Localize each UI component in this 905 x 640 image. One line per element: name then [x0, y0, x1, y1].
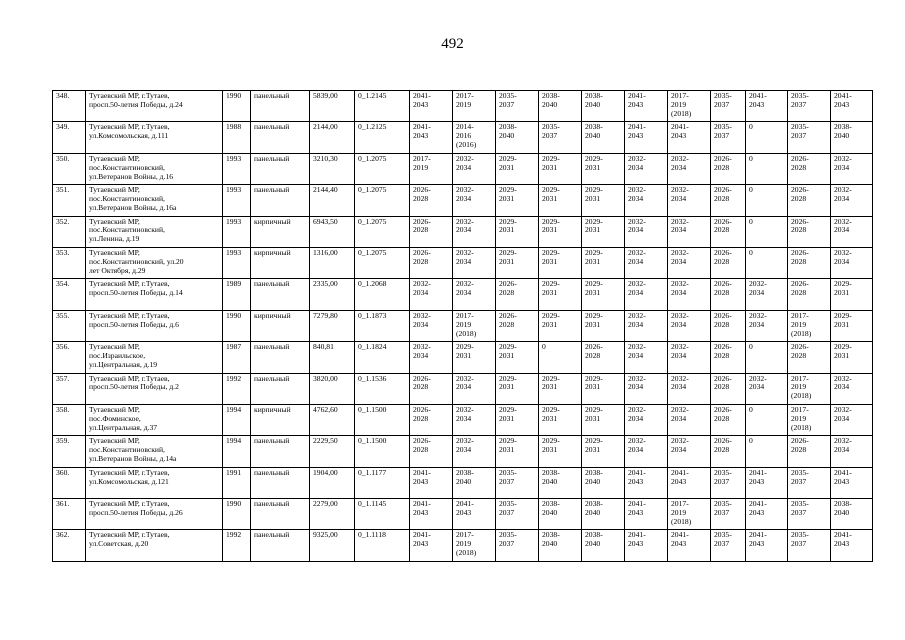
period-5-cell: 2038- 2040 [582, 530, 625, 561]
period-11-cell: 2038- 2040 [831, 499, 873, 530]
period-9-cell: 2041- 2043 [746, 91, 788, 122]
wall-material-cell: кирпичный [251, 247, 310, 278]
period-8-cell: 2026- 2028 [711, 436, 746, 467]
address-cell: Тутаевский МР, пос.Константиновский, ул.Ветеранов Войны, д.14а [86, 436, 223, 467]
period-1-cell: 2041- 2043 [410, 530, 453, 561]
period-2-cell: 2032- 2034 [453, 153, 496, 184]
area-cell: 9325,00 [310, 530, 355, 561]
wall-material-cell: панельный [251, 122, 310, 153]
period-3-cell: 2029- 2031 [496, 185, 539, 216]
table-row [53, 404, 873, 435]
address-cell: Тутаевский МР, г.Тутаев, просп.50-летия Победы, д.14 [86, 279, 223, 310]
period-9-cell: 0 [746, 247, 788, 278]
wall-material-cell: панельный [251, 91, 310, 122]
period-3-cell: 2029- 2031 [496, 247, 539, 278]
period-1-cell: 2041- 2043 [410, 91, 453, 122]
period-11-cell: 2032- 2034 [831, 153, 873, 184]
period-7-cell: 2032- 2034 [668, 310, 711, 341]
period-7-cell: 2032- 2034 [668, 279, 711, 310]
period-11-cell: 2032- 2034 [831, 247, 873, 278]
period-9-cell: 2032- 2034 [746, 310, 788, 341]
period-4-cell: 2035- 2037 [539, 122, 582, 153]
wall-material-cell: панельный [251, 279, 310, 310]
period-8-cell: 2035- 2037 [711, 499, 746, 530]
period-5-cell: 2029- 2031 [582, 436, 625, 467]
address-cell: Тутаевский МР, пос.Константиновский, ул.Ветеранов Войны, д.16 [86, 153, 223, 184]
period-11-cell: 2032- 2034 [831, 404, 873, 435]
period-1-cell: 2026- 2028 [410, 216, 453, 247]
period-8-cell: 2035- 2037 [711, 91, 746, 122]
area-cell: 3210,30 [310, 153, 355, 184]
period-7-cell: 2041- 2043 [668, 122, 711, 153]
row-number-cell: 354. [53, 279, 86, 310]
period-10-cell: 2026- 2028 [788, 279, 831, 310]
period-7-cell: 2032- 2034 [668, 342, 711, 373]
row-number-cell: 350. [53, 153, 86, 184]
period-4-cell: 2029- 2031 [539, 310, 582, 341]
period-2-cell: 2032- 2034 [453, 247, 496, 278]
period-5-cell: 2038- 2040 [582, 499, 625, 530]
period-8-cell: 2035- 2037 [711, 122, 746, 153]
period-2-cell: 2032- 2034 [453, 185, 496, 216]
period-4-cell: 2029- 2031 [539, 185, 582, 216]
period-5-cell: 2029- 2031 [582, 185, 625, 216]
period-4-cell: 2029- 2031 [539, 279, 582, 310]
table-row [53, 185, 873, 216]
period-3-cell: 2035- 2037 [496, 91, 539, 122]
period-1-cell: 2017- 2019 [410, 153, 453, 184]
period-9-cell: 2041- 2043 [746, 499, 788, 530]
row-number-cell: 358. [53, 404, 86, 435]
period-10-cell: 2026- 2028 [788, 216, 831, 247]
cadastral-code-cell: 0_1.1118 [355, 530, 410, 561]
period-6-cell: 2032- 2034 [625, 436, 668, 467]
period-2-cell: 2041- 2043 [453, 499, 496, 530]
period-1-cell: 2026- 2028 [410, 436, 453, 467]
address-cell: Тутаевский МР, пос.Израильское, ул.Центральная, д.19 [86, 342, 223, 373]
period-8-cell: 2026- 2028 [711, 247, 746, 278]
area-cell: 5839,00 [310, 91, 355, 122]
build-year-cell: 1994 [223, 436, 251, 467]
period-9-cell: 0 [746, 122, 788, 153]
wall-material-cell: панельный [251, 467, 310, 498]
period-11-cell: 2029- 2031 [831, 310, 873, 341]
cadastral-code-cell: 0_1.1500 [355, 436, 410, 467]
cadastral-code-cell: 0_1.2075 [355, 247, 410, 278]
table-row [53, 530, 873, 561]
period-2-cell: 2017- 2019 [453, 91, 496, 122]
cadastral-code-cell: 0_1.2145 [355, 91, 410, 122]
address-cell: Тутаевский МР, г.Тутаев, ул.Комсомольская, д.111 [86, 122, 223, 153]
housing-registry-table [52, 90, 873, 562]
row-number-cell: 362. [53, 530, 86, 561]
period-1-cell: 2041- 2043 [410, 467, 453, 498]
period-7-cell: 2041- 2043 [668, 467, 711, 498]
period-10-cell: 2026- 2028 [788, 342, 831, 373]
period-10-cell: 2035- 2037 [788, 530, 831, 561]
address-cell: Тутаевский МР, г.Тутаев, просп.50-летия Победы, д.24 [86, 91, 223, 122]
period-11-cell: 2029- 2031 [831, 279, 873, 310]
period-10-cell: 2035- 2037 [788, 499, 831, 530]
period-10-cell: 2026- 2028 [788, 436, 831, 467]
period-5-cell: 2029- 2031 [582, 404, 625, 435]
period-1-cell: 2041- 2043 [410, 499, 453, 530]
period-2-cell: 2032- 2034 [453, 373, 496, 404]
period-6-cell: 2041- 2043 [625, 122, 668, 153]
period-5-cell: 2029- 2031 [582, 153, 625, 184]
wall-material-cell: кирпичный [251, 216, 310, 247]
cadastral-code-cell: 0_1.2125 [355, 122, 410, 153]
address-cell: Тутаевский МР, пос.Константиновский, ул.Ветеранов Войны, д.16а [86, 185, 223, 216]
period-6-cell: 2041- 2043 [625, 530, 668, 561]
build-year-cell: 1990 [223, 91, 251, 122]
period-5-cell: 2038- 2040 [582, 122, 625, 153]
period-7-cell: 2032- 2034 [668, 373, 711, 404]
period-3-cell: 2026- 2028 [496, 279, 539, 310]
build-year-cell: 1993 [223, 153, 251, 184]
cadastral-code-cell: 0_1.2075 [355, 216, 410, 247]
build-year-cell: 1992 [223, 373, 251, 404]
period-6-cell: 2032- 2034 [625, 216, 668, 247]
table-row [53, 122, 873, 153]
period-8-cell: 2026- 2028 [711, 373, 746, 404]
period-6-cell: 2032- 2034 [625, 373, 668, 404]
period-2-cell: 2032- 2034 [453, 279, 496, 310]
area-cell: 1316,00 [310, 247, 355, 278]
wall-material-cell: панельный [251, 499, 310, 530]
cadastral-code-cell: 0_1.1500 [355, 404, 410, 435]
wall-material-cell: кирпичный [251, 404, 310, 435]
period-2-cell: 2032- 2034 [453, 216, 496, 247]
table-row [53, 467, 873, 498]
build-year-cell: 1990 [223, 310, 251, 341]
period-11-cell: 2032- 2034 [831, 216, 873, 247]
period-6-cell: 2032- 2034 [625, 247, 668, 278]
period-10-cell: 2026- 2028 [788, 153, 831, 184]
address-cell: Тутаевский МР, г.Тутаев, просп.50-летия Победы, д.26 [86, 499, 223, 530]
table-row [53, 216, 873, 247]
table-row [53, 373, 873, 404]
period-2-cell: 2017- 2019 (2018) [453, 530, 496, 561]
period-9-cell: 0 [746, 216, 788, 247]
period-8-cell: 2026- 2028 [711, 185, 746, 216]
period-9-cell: 2032- 2034 [746, 279, 788, 310]
row-number-cell: 353. [53, 247, 86, 278]
period-8-cell: 2026- 2028 [711, 216, 746, 247]
period-10-cell: 2026- 2028 [788, 185, 831, 216]
period-6-cell: 2032- 2034 [625, 185, 668, 216]
address-cell: Тутаевский МР, пос.Фоминское, ул.Центральная, д.37 [86, 404, 223, 435]
table-row [53, 279, 873, 310]
cadastral-code-cell: 0_1.1145 [355, 499, 410, 530]
period-5-cell: 2029- 2031 [582, 216, 625, 247]
area-cell: 2335,00 [310, 279, 355, 310]
cadastral-code-cell: 0_1.2068 [355, 279, 410, 310]
table-body [53, 91, 873, 562]
row-number-cell: 359. [53, 436, 86, 467]
row-number-cell: 355. [53, 310, 86, 341]
period-11-cell: 2032- 2034 [831, 185, 873, 216]
period-7-cell: 2032- 2034 [668, 247, 711, 278]
wall-material-cell: панельный [251, 342, 310, 373]
period-6-cell: 2041- 2043 [625, 499, 668, 530]
period-11-cell: 2041- 2043 [831, 467, 873, 498]
period-4-cell: 0 [539, 342, 582, 373]
period-3-cell: 2029- 2031 [496, 373, 539, 404]
period-1-cell: 2032- 2034 [410, 342, 453, 373]
row-number-cell: 356. [53, 342, 86, 373]
period-3-cell: 2029- 2031 [496, 216, 539, 247]
address-cell: Тутаевский МР, г.Тутаев, просп.50-летия Победы, д.6 [86, 310, 223, 341]
period-4-cell: 2029- 2031 [539, 247, 582, 278]
period-10-cell: 2017- 2019 (2018) [788, 310, 831, 341]
cadastral-code-cell: 0_1.2075 [355, 185, 410, 216]
period-2-cell: 2014- 2016 (2016) [453, 122, 496, 153]
area-cell: 6943,50 [310, 216, 355, 247]
period-7-cell: 2017- 2019 (2018) [668, 499, 711, 530]
cadastral-code-cell: 0_1.1536 [355, 373, 410, 404]
row-number-cell: 360. [53, 467, 86, 498]
area-cell: 840,81 [310, 342, 355, 373]
wall-material-cell: панельный [251, 153, 310, 184]
period-4-cell: 2029- 2031 [539, 153, 582, 184]
area-cell: 2144,00 [310, 122, 355, 153]
cadastral-code-cell: 0_1.1177 [355, 467, 410, 498]
period-6-cell: 2041- 2043 [625, 467, 668, 498]
period-2-cell: 2032- 2034 [453, 404, 496, 435]
address-cell: Тутаевский МР, г.Тутаев, ул.Советская, д.20 [86, 530, 223, 561]
period-9-cell: 2041- 2043 [746, 530, 788, 561]
period-11-cell: 2041- 2043 [831, 530, 873, 561]
build-year-cell: 1991 [223, 467, 251, 498]
period-2-cell: 2032- 2034 [453, 436, 496, 467]
area-cell: 2144,40 [310, 185, 355, 216]
period-10-cell: 2035- 2037 [788, 91, 831, 122]
wall-material-cell: панельный [251, 185, 310, 216]
period-1-cell: 2041- 2043 [410, 122, 453, 153]
row-number-cell: 349. [53, 122, 86, 153]
period-1-cell: 2026- 2028 [410, 404, 453, 435]
period-4-cell: 2038- 2040 [539, 467, 582, 498]
period-7-cell: 2032- 2034 [668, 153, 711, 184]
area-cell: 3820,00 [310, 373, 355, 404]
period-4-cell: 2029- 2031 [539, 436, 582, 467]
row-number-cell: 352. [53, 216, 86, 247]
period-10-cell: 2035- 2037 [788, 122, 831, 153]
table-row [53, 342, 873, 373]
period-6-cell: 2041- 2043 [625, 91, 668, 122]
period-7-cell: 2041- 2043 [668, 530, 711, 561]
period-2-cell: 2029- 2031 [453, 342, 496, 373]
build-year-cell: 1987 [223, 342, 251, 373]
period-5-cell: 2029- 2031 [582, 247, 625, 278]
address-cell: Тутаевский МР, г.Тутаев, ул.Комсомольская, д.121 [86, 467, 223, 498]
table-row [53, 91, 873, 122]
period-1-cell: 2032- 2034 [410, 279, 453, 310]
period-3-cell: 2035- 2037 [496, 467, 539, 498]
period-3-cell: 2029- 2031 [496, 404, 539, 435]
period-10-cell: 2017- 2019 (2018) [788, 373, 831, 404]
period-3-cell: 2035- 2037 [496, 530, 539, 561]
build-year-cell: 1993 [223, 185, 251, 216]
row-number-cell: 357. [53, 373, 86, 404]
build-year-cell: 1994 [223, 404, 251, 435]
period-2-cell: 2017- 2019 (2018) [453, 310, 496, 341]
period-10-cell: 2035- 2037 [788, 467, 831, 498]
period-9-cell: 0 [746, 436, 788, 467]
cadastral-code-cell: 0_1.1824 [355, 342, 410, 373]
wall-material-cell: панельный [251, 530, 310, 561]
area-cell: 2279,00 [310, 499, 355, 530]
period-5-cell: 2026- 2028 [582, 342, 625, 373]
period-1-cell: 2026- 2028 [410, 247, 453, 278]
cadastral-code-cell: 0_1.1873 [355, 310, 410, 341]
address-cell: Тутаевский МР, г.Тутаев, просп.50-летия Победы, д.2 [86, 373, 223, 404]
build-year-cell: 1989 [223, 279, 251, 310]
period-3-cell: 2029- 2031 [496, 342, 539, 373]
period-9-cell: 0 [746, 404, 788, 435]
period-5-cell: 2029- 2031 [582, 373, 625, 404]
wall-material-cell: панельный [251, 373, 310, 404]
period-9-cell: 2041- 2043 [746, 467, 788, 498]
build-year-cell: 1993 [223, 216, 251, 247]
period-7-cell: 2017- 2019 (2018) [668, 91, 711, 122]
period-9-cell: 0 [746, 153, 788, 184]
area-cell: 7279,80 [310, 310, 355, 341]
period-3-cell: 2026- 2028 [496, 310, 539, 341]
row-number-cell: 348. [53, 91, 86, 122]
table-row [53, 153, 873, 184]
build-year-cell: 1988 [223, 122, 251, 153]
table-row [53, 499, 873, 530]
period-9-cell: 2032- 2034 [746, 373, 788, 404]
page-number: 492 [441, 36, 464, 52]
period-11-cell: 2029- 2031 [831, 342, 873, 373]
period-7-cell: 2032- 2034 [668, 436, 711, 467]
period-4-cell: 2029- 2031 [539, 216, 582, 247]
period-3-cell: 2038- 2040 [496, 122, 539, 153]
wall-material-cell: панельный [251, 436, 310, 467]
period-1-cell: 2026- 2028 [410, 373, 453, 404]
period-6-cell: 2032- 2034 [625, 310, 668, 341]
period-8-cell: 2026- 2028 [711, 404, 746, 435]
period-1-cell: 2032- 2034 [410, 310, 453, 341]
period-6-cell: 2032- 2034 [625, 404, 668, 435]
address-cell: Тутаевский МР, пос.Константиновский, ул.Ленина, д.19 [86, 216, 223, 247]
period-10-cell: 2026- 2028 [788, 247, 831, 278]
period-11-cell: 2038- 2040 [831, 122, 873, 153]
period-8-cell: 2035- 2037 [711, 467, 746, 498]
build-year-cell: 1990 [223, 499, 251, 530]
period-5-cell: 2029- 2031 [582, 310, 625, 341]
period-2-cell: 2038- 2040 [453, 467, 496, 498]
area-cell: 4762,60 [310, 404, 355, 435]
period-4-cell: 2029- 2031 [539, 373, 582, 404]
build-year-cell: 1993 [223, 247, 251, 278]
period-4-cell: 2038- 2040 [539, 530, 582, 561]
period-8-cell: 2026- 2028 [711, 310, 746, 341]
row-number-cell: 361. [53, 499, 86, 530]
period-9-cell: 0 [746, 185, 788, 216]
period-8-cell: 2026- 2028 [711, 342, 746, 373]
period-8-cell: 2035- 2037 [711, 530, 746, 561]
build-year-cell: 1992 [223, 530, 251, 561]
period-9-cell: 0 [746, 342, 788, 373]
period-7-cell: 2032- 2034 [668, 216, 711, 247]
period-4-cell: 2038- 2040 [539, 91, 582, 122]
period-8-cell: 2026- 2028 [711, 153, 746, 184]
period-11-cell: 2041- 2043 [831, 91, 873, 122]
address-cell: Тутаевский МР, пос.Константиновский, ул.20 лет Октября, д.29 [86, 247, 223, 278]
period-10-cell: 2017- 2019 (2018) [788, 404, 831, 435]
table-row [53, 247, 873, 278]
area-cell: 2229,50 [310, 436, 355, 467]
period-4-cell: 2038- 2040 [539, 499, 582, 530]
wall-material-cell: кирпичный [251, 310, 310, 341]
period-6-cell: 2032- 2034 [625, 342, 668, 373]
row-number-cell: 351. [53, 185, 86, 216]
period-7-cell: 2032- 2034 [668, 404, 711, 435]
period-6-cell: 2032- 2034 [625, 279, 668, 310]
period-5-cell: 2029- 2031 [582, 279, 625, 310]
period-3-cell: 2035- 2037 [496, 499, 539, 530]
period-11-cell: 2032- 2034 [831, 373, 873, 404]
period-4-cell: 2029- 2031 [539, 404, 582, 435]
period-8-cell: 2026- 2028 [711, 279, 746, 310]
period-11-cell: 2032- 2034 [831, 436, 873, 467]
period-3-cell: 2029- 2031 [496, 153, 539, 184]
period-5-cell: 2038- 2040 [582, 467, 625, 498]
period-1-cell: 2026- 2028 [410, 185, 453, 216]
table-row [53, 310, 873, 341]
period-5-cell: 2038- 2040 [582, 91, 625, 122]
period-7-cell: 2032- 2034 [668, 185, 711, 216]
cadastral-code-cell: 0_1.2075 [355, 153, 410, 184]
period-6-cell: 2032- 2034 [625, 153, 668, 184]
table-row [53, 436, 873, 467]
area-cell: 1904,00 [310, 467, 355, 498]
period-3-cell: 2029- 2031 [496, 436, 539, 467]
